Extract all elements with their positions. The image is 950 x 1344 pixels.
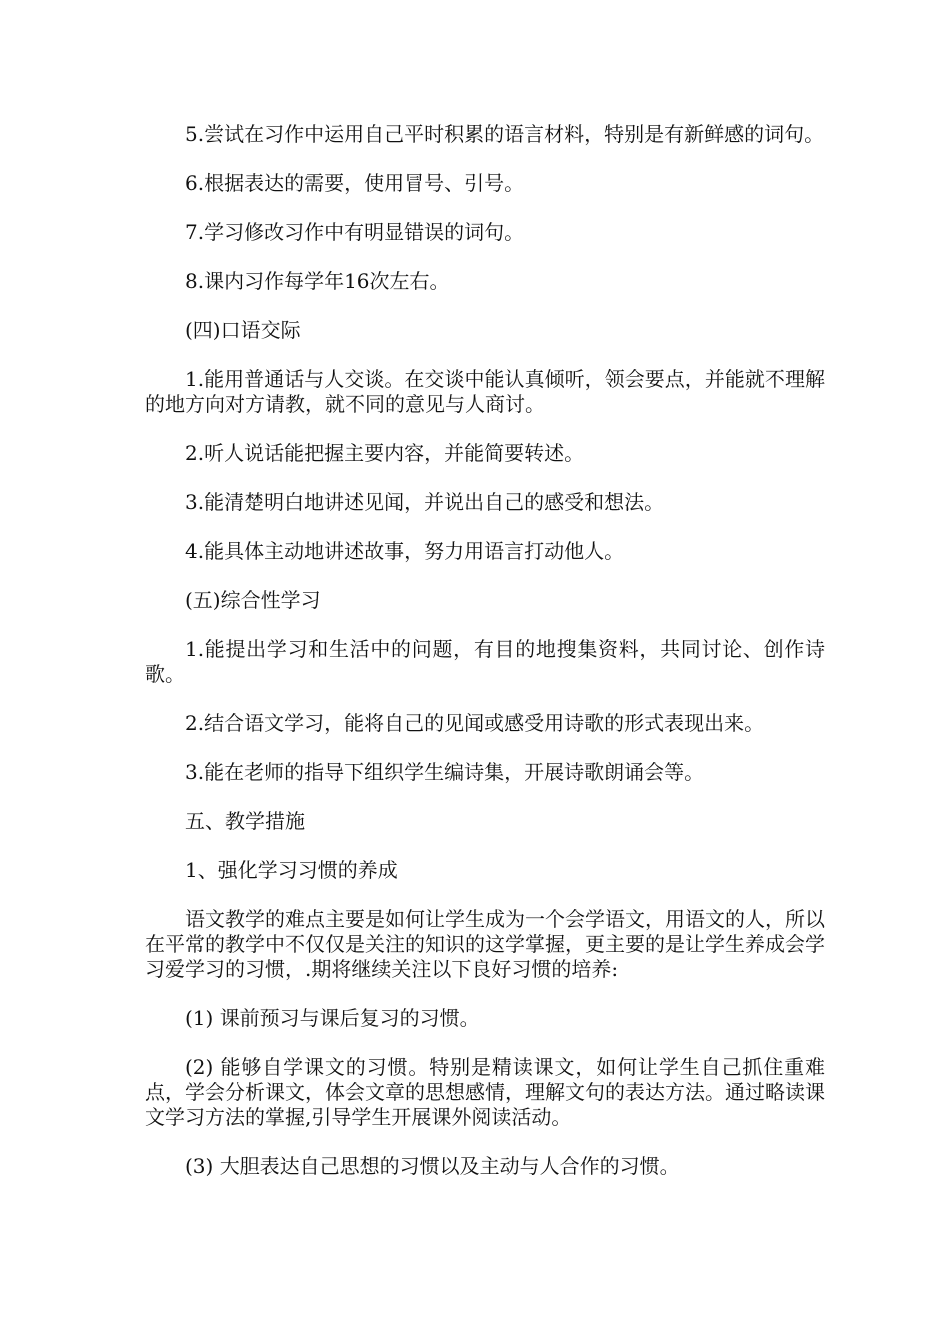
paragraph-item-7-revision: 7.学习修改习作中有明显错误的词句。 (185, 220, 525, 244)
paragraph-comprehensive-1: 1.能提出学习和生活中的问题，有目的地搜集资料，共同讨论、创作诗歌。 (145, 637, 825, 686)
paragraph-oral-3: 3.能清楚明白地讲述见闻，并说出自己的感受和想法。 (185, 490, 665, 514)
paragraph-oral-4: 4.能具体主动地讲述故事，努力用语言打动他人。 (185, 539, 625, 563)
paragraph-oral-1: 1.能用普通话与人交谈。在交谈中能认真倾听，领会要点，并能就不理解的地方向对方请教，就不同的意见与人商讨。 (145, 367, 825, 416)
paragraph-habit-3: (3) 大胆表达自己思想的习惯以及主动与人合作的习惯。 (185, 1154, 680, 1178)
paragraph-item-8-assignments: 8.课内习作每学年16次左右。 (185, 269, 450, 293)
paragraph-habits-intro: 语文教学的难点主要是如何让学生成为一个会学语文，用语文的人，所以在平常的教学中不仅仅是关注的知识的这学掌握，更主要的是让学生养成会学习爱学习的习惯，.期将继续关注以下良好习惯的培养: (145, 907, 825, 981)
paragraph-oral-2: 2.听人说话能把握主要内容，并能简要转述。 (185, 441, 585, 465)
paragraph-habit-2: (2) 能够自学课文的习惯。特别是精读课文，如何让学生自己抓住重难点，学会分析课文，体会文章的思想感情，理解文句的表达方法。通过略读课文学习方法的掌握,引导学生开展课外阅读活动。 (145, 1055, 825, 1129)
paragraph-item-6-punctuation: 6.根据表达的需要，使用冒号、引号。 (185, 171, 525, 195)
paragraph-item-5-writing: 5.尝试在习作中运用自己平时积累的语言材料，特别是有新鲜感的词句。 (185, 122, 825, 146)
paragraph-habit-1: (1) 课前预习与课后复习的习惯。 (185, 1006, 480, 1030)
subheading-learning-habits: 1、强化学习习惯的养成 (185, 858, 398, 882)
paragraph-comprehensive-2: 2.结合语文学习，能将自己的见闻或感受用诗歌的形式表现出来。 (185, 711, 765, 735)
section-heading-oral-communication: (四)口语交际 (185, 318, 301, 342)
paragraph-comprehensive-3: 3.能在老师的指导下组织学生编诗集，开展诗歌朗诵会等。 (185, 760, 705, 784)
section-heading-teaching-measures: 五、教学措施 (185, 809, 305, 833)
document-body (145, 122, 825, 1203)
section-heading-comprehensive-learning: (五)综合性学习 (185, 588, 321, 612)
